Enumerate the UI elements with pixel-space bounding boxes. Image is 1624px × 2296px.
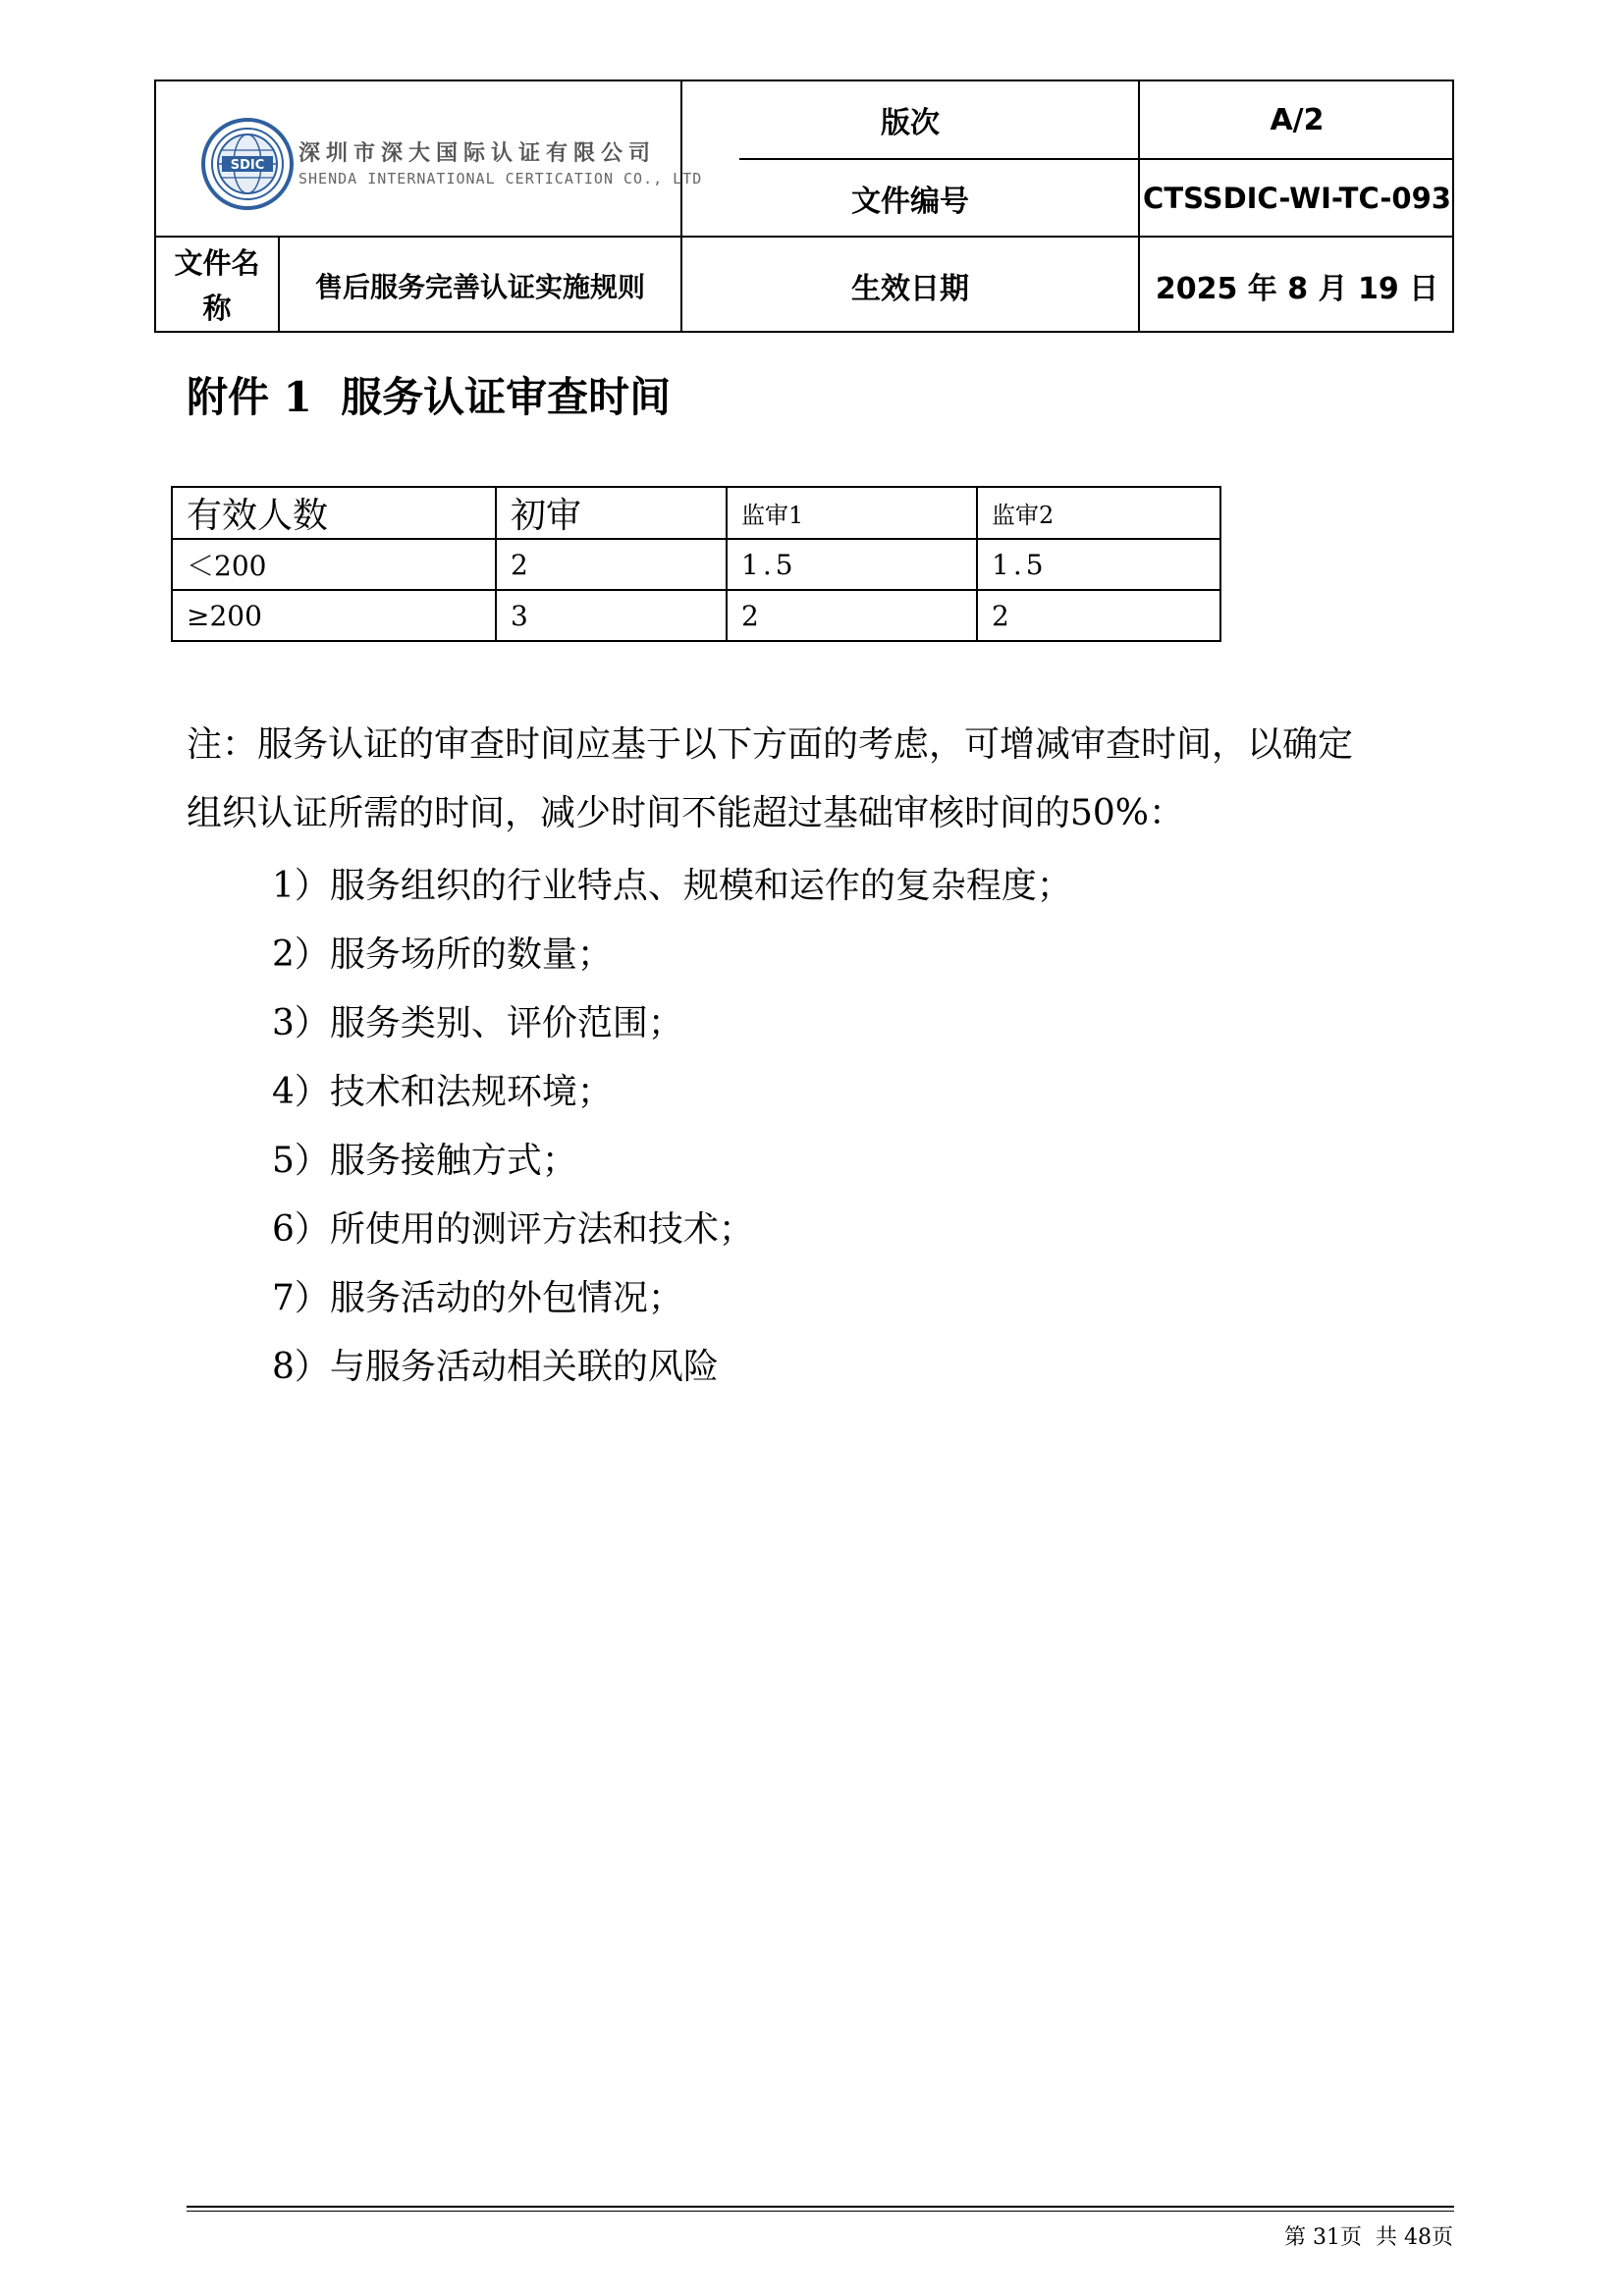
table-cell: ＜200 (172, 539, 496, 590)
list-item: 5）服务接触方式； (272, 1141, 577, 1181)
document-name-label: 文件名 称 (174, 245, 260, 325)
company-name-en: SHENDA INTERNATIONAL CERTICATION CO., LTD (298, 170, 703, 187)
table-header-cell: 有效人数 (172, 487, 496, 539)
table-header-row (172, 487, 1220, 539)
note-paragraph (187, 711, 1463, 848)
list-item: 8）与服务活动相关联的风险 (272, 1347, 719, 1387)
svg-text:SDIC: SDIC (230, 158, 265, 173)
list-item: 7）服务活动的外包情况； (272, 1278, 683, 1318)
footer-rule (187, 2211, 1454, 2212)
table-row (172, 590, 1220, 641)
list-item: 4）技术和法规环境； (272, 1072, 613, 1112)
document-number-label: 文件编号 (851, 184, 969, 219)
document-header-table (154, 80, 1454, 333)
table-cell: 2 (977, 590, 1220, 641)
page-number: 第 31页 共 48页 (1284, 2225, 1453, 2250)
table-cell: 1.5 (727, 539, 977, 590)
document-number-value: CTSSDIC-WI-TC-093 (1143, 181, 1451, 215)
table-cell: 3 (496, 590, 727, 641)
table-header-cell: 监审2 (977, 487, 1220, 539)
section-title: 附件 1 服务认证审查时间 (187, 373, 672, 421)
table-cell: 2 (727, 590, 977, 641)
effective-date-value: 2025 年 8 月 19 日 (1155, 271, 1439, 306)
table-cell: 2 (496, 539, 727, 590)
audit-time-table (171, 486, 1221, 642)
footer-rule (187, 2206, 1454, 2208)
table-header-cell: 初审 (496, 487, 727, 539)
consideration-list (272, 852, 1072, 1402)
company-name-cn: 深圳市深大国际认证有限公司 (298, 141, 657, 166)
effective-date-label: 生效日期 (851, 271, 969, 306)
company-seal-icon (200, 117, 295, 211)
list-item: 3）服务类别、评价范围； (272, 1003, 683, 1043)
list-item: 6）所使用的测评方法和技术； (272, 1209, 754, 1250)
version-label: 版次 (881, 106, 940, 140)
table-row (172, 539, 1220, 590)
note-line: 注：服务认证的审查时间应基于以下方面的考虑，可增减审查时间，以确定 (187, 724, 1354, 765)
company-logo (200, 117, 750, 215)
list-item: 2）服务场所的数量； (272, 934, 613, 975)
list-item: 1）服务组织的行业特点、规模和运作的复杂程度； (272, 866, 1072, 906)
table-cell: ≥200 (172, 590, 496, 641)
document-name-value: 售后服务完善认证实施规则 (314, 270, 645, 303)
table-header-cell: 监审1 (727, 487, 977, 539)
version-value: A/2 (1270, 102, 1325, 137)
table-cell: 1.5 (977, 539, 1220, 590)
note-line: 组织认证所需的时间，减少时间不能超过基础审核时间的50%： (187, 793, 1185, 833)
